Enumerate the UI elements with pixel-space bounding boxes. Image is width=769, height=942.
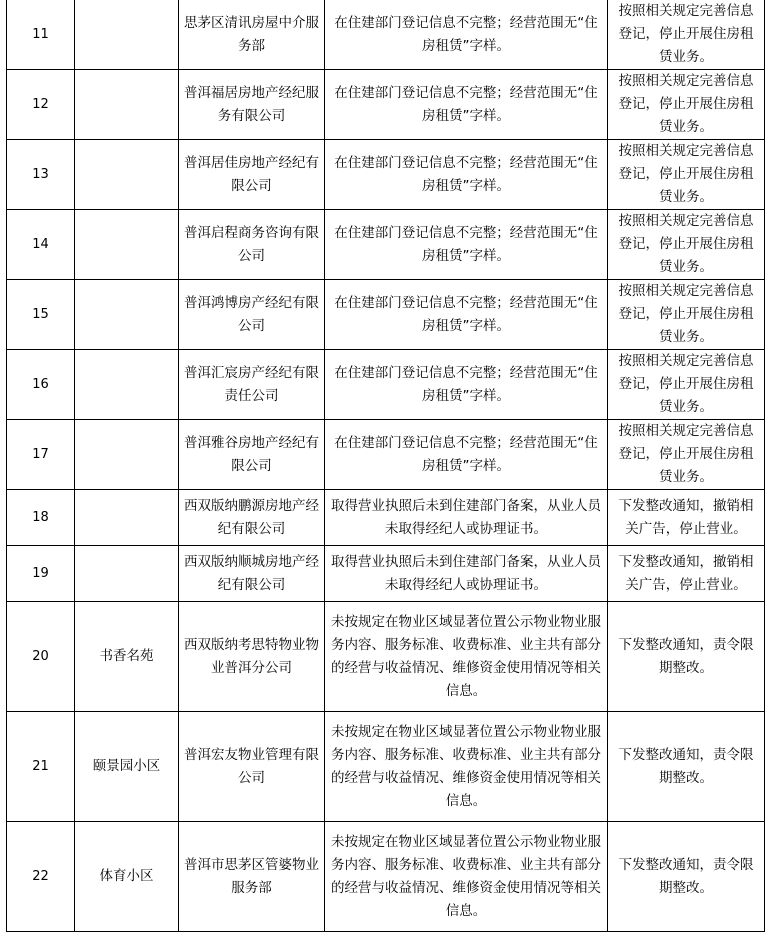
issue-text: 在住建部门登记信息不完整；经营范围无“住房租赁”字样。: [325, 280, 608, 350]
table-row: [7, 280, 765, 350]
community-name: [75, 210, 179, 280]
table-row: [7, 140, 765, 210]
table-row: [7, 420, 765, 490]
issue-text: 在住建部门登记信息不完整；经营范围无“住房租赁”字样。: [325, 350, 608, 420]
row-number: 20: [7, 602, 75, 712]
table-row: [7, 210, 765, 280]
issue-text: 取得营业执照后未到住建部门备案，从业人员未取得经纪人或协理证书。: [325, 546, 608, 602]
issue-text: 未按规定在物业区域显著位置公示物业物业服务内容、服务标准、收费标准、业主共有部分的经营与收益情况、维修资金使用情况等相关信息。: [325, 822, 608, 932]
issue-text: 未按规定在物业区域显著位置公示物业物业服务内容、服务标准、收费标准、业主共有部分的经营与收益情况、维修资金使用情况等相关信息。: [325, 602, 608, 712]
community-name: [75, 350, 179, 420]
action-text: 按照相关规定完善信息登记，停止开展住房租赁业务。: [608, 420, 765, 490]
issue-text: 在住建部门登记信息不完整；经营范围无“住房租赁”字样。: [325, 0, 608, 70]
action-text: 下发整改通知，责令限期整改。: [608, 822, 765, 932]
issue-text: 在住建部门登记信息不完整；经营范围无“住房租赁”字样。: [325, 420, 608, 490]
company-name: 西双版纳鹏源房地产经纪有限公司: [179, 490, 325, 546]
action-text: 按照相关规定完善信息登记，停止开展住房租赁业务。: [608, 0, 765, 70]
rectification-table: [6, 0, 765, 932]
community-name: [75, 490, 179, 546]
community-name: [75, 70, 179, 140]
row-number: 14: [7, 210, 75, 280]
table-row: [7, 602, 765, 712]
row-number: 21: [7, 712, 75, 822]
action-text: 下发整改通知，撤销相关广告，停止营业。: [608, 490, 765, 546]
issue-text: 在住建部门登记信息不完整；经营范围无“住房租赁”字样。: [325, 210, 608, 280]
community-name: 颐景园小区: [75, 712, 179, 822]
community-name: [75, 420, 179, 490]
action-text: 按照相关规定完善信息登记，停止开展住房租赁业务。: [608, 280, 765, 350]
company-name: 普洱雅谷房地产经纪有限公司: [179, 420, 325, 490]
row-number: 13: [7, 140, 75, 210]
row-number: 15: [7, 280, 75, 350]
issue-text: 在住建部门登记信息不完整；经营范围无“住房租赁”字样。: [325, 140, 608, 210]
table-row: [7, 350, 765, 420]
action-text: 下发整改通知，撤销相关广告，停止营业。: [608, 546, 765, 602]
community-name: [75, 546, 179, 602]
company-name: 普洱启程商务咨询有限公司: [179, 210, 325, 280]
issue-text: 在住建部门登记信息不完整；经营范围无“住房租赁”字样。: [325, 70, 608, 140]
row-number: 22: [7, 822, 75, 932]
company-name: 普洱市思茅区管婆物业服务部: [179, 822, 325, 932]
company-name: 普洱汇宸房产经纪有限责任公司: [179, 350, 325, 420]
community-name: 书香名苑: [75, 602, 179, 712]
table-row: [7, 822, 765, 932]
action-text: 按照相关规定完善信息登记，停止开展住房租赁业务。: [608, 70, 765, 140]
row-number: 12: [7, 70, 75, 140]
action-text: 按照相关规定完善信息登记，停止开展住房租赁业务。: [608, 140, 765, 210]
row-number: 17: [7, 420, 75, 490]
company-name: 普洱居佳房地产经纪有限公司: [179, 140, 325, 210]
action-text: 按照相关规定完善信息登记，停止开展住房租赁业务。: [608, 350, 765, 420]
community-name: 体育小区: [75, 822, 179, 932]
company-name: 普洱福居房地产经纪服务有限公司: [179, 70, 325, 140]
company-name: 思茅区清讯房屋中介服务部: [179, 0, 325, 70]
row-number: 18: [7, 490, 75, 546]
company-name: 普洱宏友物业管理有限公司: [179, 712, 325, 822]
row-number: 19: [7, 546, 75, 602]
community-name: [75, 140, 179, 210]
action-text: 下发整改通知，责令限期整改。: [608, 712, 765, 822]
row-number: 11: [7, 0, 75, 70]
table-row: [7, 70, 765, 140]
action-text: 下发整改通知，责令限期整改。: [608, 602, 765, 712]
action-text: 按照相关规定完善信息登记，停止开展住房租赁业务。: [608, 210, 765, 280]
community-name: [75, 280, 179, 350]
company-name: 普洱鸿博房产经纪有限公司: [179, 280, 325, 350]
issue-text: 未按规定在物业区域显著位置公示物业物业服务内容、服务标准、收费标准、业主共有部分的经营与收益情况、维修资金使用情况等相关信息。: [325, 712, 608, 822]
community-name: [75, 0, 179, 70]
table-row: [7, 712, 765, 822]
company-name: 西双版纳顺城房地产经纪有限公司: [179, 546, 325, 602]
table-row: [7, 546, 765, 602]
company-name: 西双版纳考思特物业物业普洱分公司: [179, 602, 325, 712]
issue-text: 取得营业执照后未到住建部门备案，从业人员未取得经纪人或协理证书。: [325, 490, 608, 546]
row-number: 16: [7, 350, 75, 420]
table-row: [7, 0, 765, 70]
table-row: [7, 490, 765, 546]
